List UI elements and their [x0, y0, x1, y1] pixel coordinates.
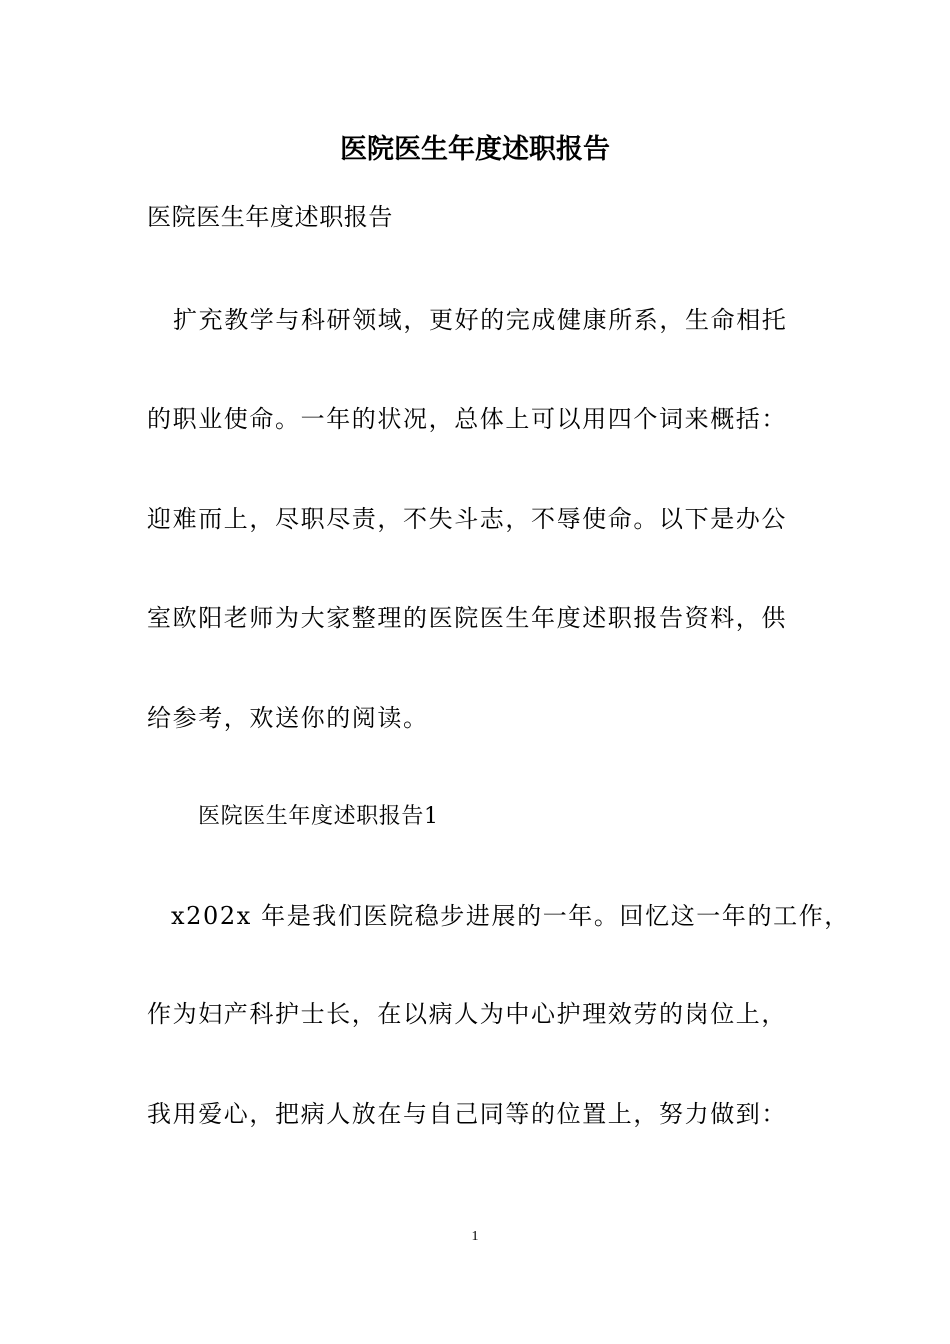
paragraph-line: 作为妇产科护士长，在以病人为中心护理效劳的岗位上，	[147, 1000, 787, 1028]
paragraph-line: 迎难而上，尽职尽责，不失斗志，不辱使命。以下是办公	[147, 505, 787, 533]
document-subtitle: 医院医生年度述职报告	[147, 203, 393, 231]
paragraph-line: 给参考，欢送你的阅读。	[147, 704, 429, 732]
paragraph-line: 室欧阳老师为大家整理的医院医生年度述职报告资料，供	[147, 604, 787, 632]
paragraph-line: 扩充教学与科研领域，更好的完成健康所系，生命相托	[173, 306, 788, 334]
paragraph-line: x202x 年是我们医院稳步进展的一年。回忆这一年的工作，	[171, 902, 850, 930]
paragraph-line: 我用爱心，把病人放在与自己同等的位置上，努力做到：	[147, 1100, 787, 1128]
section-heading: 医院医生年度述职报告1	[198, 804, 439, 829]
paragraph-line: 的职业使命。一年的状况，总体上可以用四个词来概括：	[147, 405, 787, 433]
document-title: 医院医生年度述职报告	[340, 134, 610, 165]
page-number: 1	[471, 1229, 479, 1244]
